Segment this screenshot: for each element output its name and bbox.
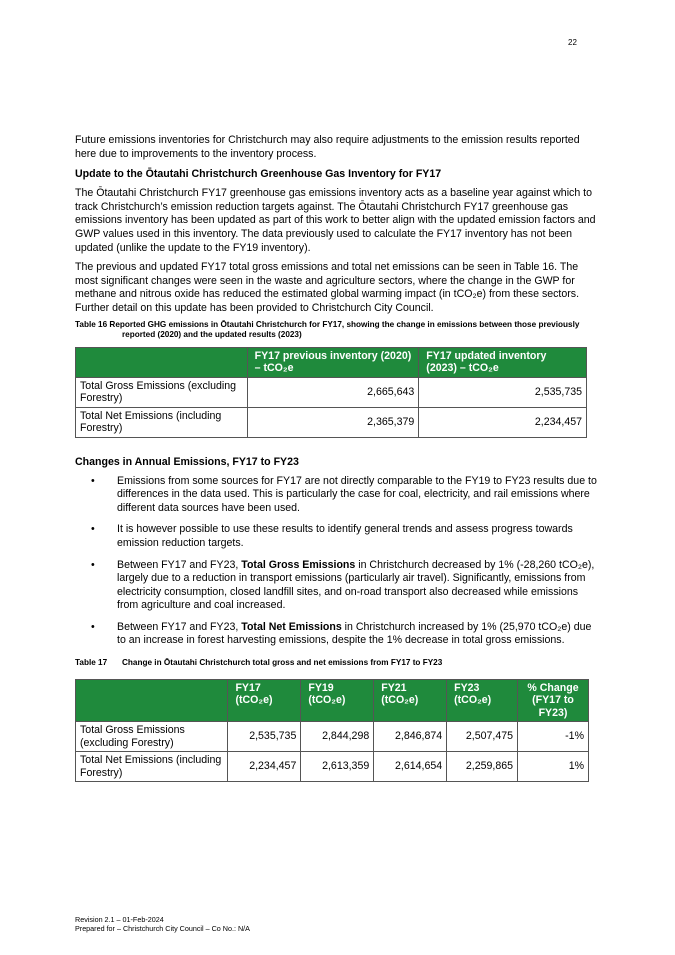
list-item [75,475,597,516]
table17-row-label: Total Net Emissions (including Forestry) [76,752,228,782]
table16 [75,347,587,438]
bullet-icon: • [91,558,95,571]
table16-caption: Table 16 Reported GHG emissions in Ōtautahi Christchurch for FY17, showing the change in emissions between those previously reported (2020) and the updated results (2023) [75,319,580,340]
footer-revision: Revision 2.1 – 01-Feb-2024 [75,915,164,924]
table16-row-label: Total Gross Emissions (excluding Forestry) [76,377,248,407]
table17-header-row [76,679,589,722]
table16-corner-cell [76,347,248,377]
page-footer [75,915,250,933]
table16-cell: 2,665,643 [247,377,419,407]
bullet-icon: • [91,523,95,536]
table17-header-fy19: FY19 (tCO₂e) [301,679,374,722]
table-row [76,722,589,752]
bullet-text-bold: Total Net Emissions [241,620,342,633]
bullet-text: Emissions from some sources for FY17 are not directly comparable to the FY19 to FY23 results due to differences in the data used. This is particularly the case for coal, electricity, and rail emissions where different data sources have been used. [117,474,597,514]
table17-row-label: Total Gross Emissions (excluding Forestry) [76,722,228,752]
table-row [76,407,587,437]
table17-cell: 2,614,654 [374,752,447,782]
list-item [75,523,597,550]
bullet-text-post: in Christchurch increased by 1% (25,970 tCO₂e) due to an increase in forest harvesting emissions, despite the 1% decrease in total gross emissions. [117,620,592,647]
table17-cell: 2,507,475 [447,722,518,752]
table16-header-row [76,347,587,377]
table-row [76,752,589,782]
bullet-icon: • [91,474,95,487]
bullet-text-post: in Christchurch decreased by 1% (-28,260 tCO₂e), largely due to a reduction in transport emissions (particularly air travel). Significantly, emissions from electricity consumption, closed landfill sites, and on-road transport also decreased while emissions from agriculture and coal increased. [117,558,595,612]
table17-cell: 2,613,359 [301,752,374,782]
table17-header-fy17: FY17 (tCO₂e) [228,679,301,722]
table17-corner-cell [76,679,228,722]
table17-cell: 1% [518,752,589,782]
bullet-icon: • [91,620,95,633]
table17-cell: 2,846,874 [374,722,447,752]
table17-caption [75,658,597,669]
list-item [75,621,597,648]
changes-bullet-list [75,475,597,649]
table17 [75,679,589,783]
table16-cell: 2,365,379 [247,407,419,437]
table17-cell: 2,234,457 [228,752,301,782]
table16-header-updated: FY17 updated inventory (2023) – tCO₂e [419,347,587,377]
table-row [76,377,587,407]
intro-paragraph: Future emissions inventories for Christchurch may also require adjustments to the emission results reported here due to improvements to the inventory process. [75,134,580,160]
footer-prepared-for: Prepared for – Christchurch City Council – Co No.: N/A [75,924,250,934]
bullet-text-bold: Total Gross Emissions [241,558,356,571]
bullet-text: It is however possible to use these results to identify general trends and assess progress towards emission reduction targets. [117,523,573,549]
bullet-text-pre: Between FY17 and FY23, [117,558,242,571]
table17-cell: 2,844,298 [301,722,374,752]
table16-header-prev: FY17 previous inventory (2020) – tCO₂e [247,347,419,377]
table17-caption-text: Change in Ōtautahi Christchurch total gross and net emissions from FY17 to FY23 [122,658,443,668]
section-heading-annual-changes: Changes in Annual Emissions, FY17 to FY23 [75,455,299,468]
table16-cell: 2,234,457 [419,407,587,437]
section-heading-fy17-update: Update to the Ōtautahi Christchurch Greenhouse Gas Inventory for FY17 [75,168,442,181]
page-number: 22 [568,38,577,47]
table17-header-fy23: FY23 (tCO₂e) [447,679,518,722]
table17-header-fy21: FY21 (tCO₂e) [374,679,447,722]
table16-row-label: Total Net Emissions (including Forestry) [76,407,248,437]
fy17-update-paragraph-1: The Ōtautahi Christchurch FY17 greenhouse gas emissions inventory acts as a baseline year against which to track Christchurch’s emission reduction targets against. The Ōtautahi Christchurch FY17 greenhouse gas emissions inventory has been updated as part of this work to better align with the updated emission factors and GWP values used in this inventory. The data previously used to calculate the FY17 inventory has not been updated (unlike the update to the FY19 inventory). [75,187,596,254]
table17-caption-number: Table 17 [75,658,108,668]
document-body [75,134,597,782]
table17-cell: -1% [518,722,589,752]
table17-cell: 2,259,865 [447,752,518,782]
table17-cell: 2,535,735 [228,722,301,752]
bullet-text-pre: Between FY17 and FY23, [117,620,242,633]
list-item [75,559,597,613]
table17-header-change: % Change (FY17 to FY23) [518,679,589,722]
fy17-update-paragraph-2: The previous and updated FY17 total gross emissions and total net emissions can be seen in Table 16. The most significant changes were seen in the waste and agriculture sectors, where the change in the GWP for methane and nitrous oxide has reduced the estimated global warming impact (in tCO₂e) from these sectors. Further detail on this update has been provided to Christchurch City Council. [75,261,580,314]
table16-cell: 2,535,735 [419,377,587,407]
